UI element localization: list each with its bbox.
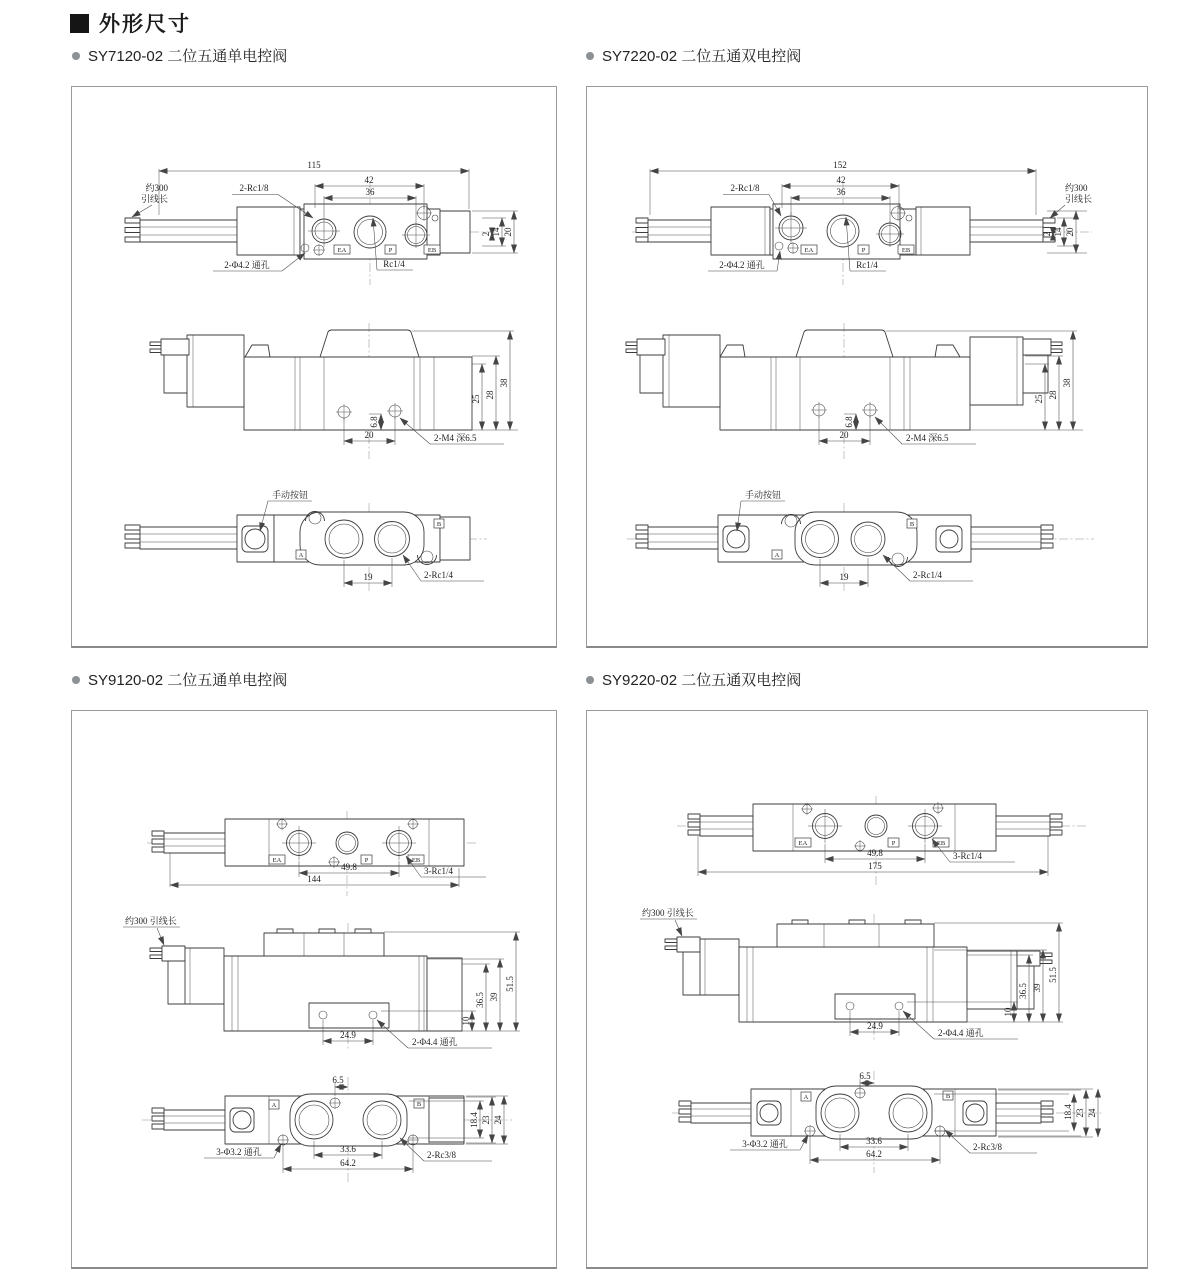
- dim-65: 6.5: [859, 1071, 871, 1081]
- solenoid-coil-side: [150, 335, 244, 407]
- dim-68: 6.8: [369, 416, 379, 428]
- svg-text:EA: EA: [272, 857, 282, 864]
- coil-left-side: [626, 335, 720, 407]
- label-hole44: 2-Φ4.4 通孔: [412, 1037, 458, 1047]
- port-label-eb: [933, 838, 949, 847]
- manual-button-housing-right: [963, 1101, 987, 1125]
- port-label-a: [269, 1100, 279, 1109]
- bottom-view: [125, 489, 487, 591]
- svg-text:EB: EB: [427, 247, 437, 254]
- port-label-eb: [408, 855, 424, 864]
- svg-text:P: P: [861, 247, 866, 254]
- solenoid-coil: [237, 207, 300, 255]
- top-view: [632, 160, 1092, 285]
- dim-20: 20: [503, 227, 513, 237]
- svg-text:P: P: [388, 247, 393, 254]
- dim-14: 14: [491, 227, 501, 237]
- dim-36: 36: [836, 187, 846, 197]
- lead-wires-left: [688, 814, 753, 836]
- lead-wires-right: [996, 1101, 1053, 1123]
- dim-184: 18.4: [469, 1112, 479, 1128]
- sub-plate: [309, 1003, 389, 1028]
- bottom-view: [672, 1071, 1102, 1173]
- lead-wires-right: [970, 218, 1055, 242]
- dim-28: 28: [485, 390, 495, 400]
- page-title: 外形尺寸: [99, 13, 191, 36]
- lead-length-note: 约300 引线长: [125, 916, 177, 926]
- dim-28: 28: [1048, 390, 1058, 400]
- panel-title-sy9220: [586, 669, 801, 690]
- dim-336: 33.6: [866, 1136, 882, 1146]
- top-view: [147, 811, 486, 896]
- solenoid-coil-right: [916, 207, 970, 255]
- panel-sy9120: [71, 710, 557, 1269]
- end-block-bottom: [429, 1098, 464, 1142]
- port-boss: [795, 512, 917, 565]
- port-label-ea: [334, 245, 350, 254]
- dim-overall: 144: [307, 874, 321, 884]
- dim-pitch20: 20: [839, 430, 849, 440]
- manual-button-housing: [242, 526, 268, 552]
- top-view: [677, 796, 1087, 886]
- dim-38: 38: [1062, 378, 1072, 388]
- port-label-eb: [424, 245, 440, 254]
- dim-515: 51.5: [1048, 967, 1058, 983]
- coil-side: [150, 946, 224, 1004]
- dim-498: 49.8: [341, 862, 357, 872]
- dim-overall: 115: [307, 160, 321, 170]
- label-2rc38: 2-Rc3/8: [427, 1150, 456, 1160]
- top-bump-left: [720, 345, 745, 357]
- panel-sy9220: [586, 710, 1148, 1269]
- panel-title-text: SY7120-02 二位五通单电控阀: [88, 48, 288, 65]
- dim-249: 24.9: [867, 1021, 883, 1031]
- port-label-p: [888, 838, 899, 847]
- manual-button-housing-left: [757, 1101, 781, 1125]
- port-label-eb: [898, 245, 914, 254]
- end-block-side: [427, 958, 462, 1031]
- bullet-dot-icon: [72, 52, 80, 60]
- valve-body-side: [244, 357, 472, 430]
- lead-wires: [125, 218, 237, 242]
- port-boss: [300, 512, 424, 565]
- svg-text:EA: EA: [798, 840, 808, 847]
- coil-right-side: [967, 951, 1052, 1009]
- label-2rc14: 2-Rc1/4: [424, 570, 453, 580]
- dim-2: 2: [481, 231, 491, 237]
- svg-text:A: A: [271, 1102, 277, 1109]
- side-view: [123, 915, 520, 1049]
- panel-title-text: SY9120-02 二位五通单电控阀: [88, 672, 288, 689]
- dim-42: 42: [836, 175, 846, 185]
- top-caps: [777, 920, 934, 947]
- svg-text:EB: EB: [936, 840, 946, 847]
- panel-title-text: SY9220-02 二位五通双电控阀: [602, 672, 802, 689]
- label-hole32: 3-Φ3.2 通孔: [216, 1147, 262, 1157]
- dim-249: 24.9: [340, 1030, 356, 1040]
- panel-title-sy7220: [586, 45, 801, 66]
- side-view: [640, 907, 1063, 1041]
- dim-498: 49.8: [867, 848, 883, 858]
- lead-wires-bottom: [152, 1108, 225, 1130]
- top-cap: [796, 330, 893, 357]
- dim-pitch20: 20: [364, 430, 374, 440]
- dim-65: 6.5: [332, 1075, 344, 1085]
- label-hole44: 2-Φ4.4 通孔: [938, 1028, 984, 1038]
- port-label-ea: [795, 838, 811, 847]
- top-bump: [245, 345, 270, 357]
- dim-39: 39: [489, 992, 499, 1002]
- side-view: [150, 323, 518, 459]
- svg-text:EB: EB: [901, 247, 911, 254]
- sy7120-drawing: [72, 87, 556, 646]
- dim-19: 19: [363, 572, 373, 582]
- dim-38: 38: [499, 378, 509, 388]
- port-label-p: [385, 245, 396, 254]
- dim-39: 39: [1032, 983, 1042, 993]
- panel-title-sy9120: [72, 669, 287, 690]
- svg-text:B: B: [416, 1101, 422, 1108]
- dim-365: 36.5: [475, 992, 485, 1008]
- dim-42: 42: [364, 175, 374, 185]
- label-hole32: 3-Φ3.2 通孔: [742, 1139, 788, 1149]
- lead-wires-right: [971, 525, 1053, 549]
- dim-overall: 175: [868, 861, 882, 871]
- dim-336: 33.6: [340, 1144, 356, 1154]
- svg-text:EA: EA: [337, 247, 347, 254]
- lead-length-note2: 引线长: [140, 194, 168, 204]
- label-3rc14: 3-Rc1/4: [953, 851, 982, 861]
- lead-length-note: 约300 引线长: [642, 908, 694, 918]
- dim-642: 64.2: [866, 1149, 882, 1159]
- bullet-dot-icon: [586, 52, 594, 60]
- lead-length-note: 约300: [145, 183, 168, 193]
- port-label-p: [858, 245, 869, 254]
- dim-overall: 152: [833, 160, 847, 170]
- bullet-dot-icon: [586, 676, 594, 684]
- lead-wires-right: [996, 814, 1062, 836]
- page-header: [70, 8, 191, 38]
- panel-title-text: SY7220-02 二位五通双电控阀: [602, 48, 802, 65]
- label-through-hole: 2-Φ4.2 通孔: [224, 260, 270, 270]
- label-through-hole: 2-Φ4.2 通孔: [719, 260, 765, 270]
- side-view: [626, 323, 1083, 459]
- panel-title-sy7120: [72, 45, 287, 66]
- svg-text:B: B: [909, 521, 915, 528]
- dim-184: 18.4: [1063, 1104, 1073, 1120]
- port-label-ea: [801, 245, 817, 254]
- lead-wires-left: [636, 525, 718, 549]
- label-tap: 2-M4 深6.5: [434, 433, 477, 443]
- label-2rc14: 2-Rc1/4: [913, 570, 942, 580]
- panel-sy7220: [586, 86, 1148, 648]
- lead-length-note: 约300: [1065, 183, 1088, 193]
- dim-68: 6.8: [844, 416, 854, 428]
- dim-515: 51.5: [505, 976, 515, 992]
- port-label-b: [414, 1099, 424, 1108]
- svg-text:A: A: [298, 552, 304, 559]
- port-label-a: [801, 1092, 811, 1101]
- manual-button-housing: [230, 1108, 254, 1132]
- label-3rc14: 3-Rc1/4: [424, 866, 453, 876]
- lead-length-note2: 引线长: [1065, 194, 1093, 204]
- port-label-a: [772, 550, 782, 559]
- dim-20: 20: [1065, 227, 1075, 237]
- lead-wires-left: [679, 1101, 751, 1123]
- panel-sy7120: [71, 86, 557, 648]
- dim-23: 23: [481, 1115, 491, 1125]
- section-square-icon: [70, 14, 89, 33]
- dim-23: 23: [1075, 1108, 1085, 1118]
- dim-25: 25: [1034, 394, 1044, 404]
- dim-19: 19: [839, 572, 849, 582]
- bottom-view: [627, 489, 1094, 591]
- dim-25: 25: [471, 394, 481, 404]
- sub-plate: [835, 994, 915, 1019]
- lead-wires-left: [636, 218, 711, 242]
- port-block: [773, 204, 900, 259]
- svg-text:B: B: [436, 521, 442, 528]
- port-label-b: [943, 1091, 953, 1100]
- top-bump-right: [935, 345, 960, 357]
- port-label-a: [296, 550, 306, 559]
- lead-wires: [152, 831, 225, 853]
- sy7220-drawing: [587, 87, 1147, 646]
- label-manual-button: 手动按钮: [271, 490, 309, 500]
- top-cap: [320, 330, 419, 357]
- top-view: [125, 160, 518, 285]
- dim-24: 24: [1087, 1108, 1097, 1118]
- dim-24: 24: [493, 1115, 503, 1125]
- label-rc14: Rc1/4: [856, 260, 878, 270]
- svg-text:B: B: [945, 1093, 951, 1100]
- dim-2: 2: [1042, 231, 1052, 237]
- dim-10: 10: [461, 1016, 471, 1026]
- svg-text:P: P: [891, 840, 896, 847]
- port-label-p: [361, 855, 372, 864]
- top-caps: [264, 929, 384, 956]
- dim-14: 14: [1053, 227, 1063, 237]
- svg-text:A: A: [803, 1094, 809, 1101]
- label-manual-button: 手动按钮: [744, 490, 782, 500]
- lead-wires-bottom: [125, 525, 237, 549]
- label-rc18: 2-Rc1/8: [239, 183, 269, 193]
- svg-text:A: A: [774, 552, 780, 559]
- port-label-b: [907, 519, 917, 528]
- label-rc14: Rc1/4: [383, 259, 405, 269]
- bottom-view: [142, 1075, 512, 1183]
- svg-text:EB: EB: [411, 857, 421, 864]
- label-2rc38: 2-Rc3/8: [973, 1142, 1002, 1152]
- svg-text:P: P: [364, 857, 369, 864]
- solenoid-coil-left: [711, 207, 770, 255]
- sy9220-drawing: [587, 711, 1147, 1267]
- valve-body: [753, 804, 996, 851]
- dim-36: 36: [365, 187, 375, 197]
- label-rc18: 2-Rc1/8: [730, 183, 760, 193]
- label-tap: 2-M4 深6.5: [906, 433, 949, 443]
- end-block: [440, 211, 470, 253]
- dim-10: 10: [1003, 1007, 1013, 1017]
- sy9120-drawing: [72, 711, 556, 1267]
- dim-642: 64.2: [340, 1158, 356, 1168]
- port-label-ea: [269, 855, 285, 864]
- bullet-dot-icon: [72, 676, 80, 684]
- valve-body: [225, 819, 464, 866]
- port-label-b: [434, 519, 444, 528]
- coil-left-side: [665, 937, 739, 995]
- end-block-bottom: [440, 517, 470, 560]
- svg-text:EA: EA: [804, 247, 814, 254]
- dim-365: 36.5: [1018, 983, 1028, 999]
